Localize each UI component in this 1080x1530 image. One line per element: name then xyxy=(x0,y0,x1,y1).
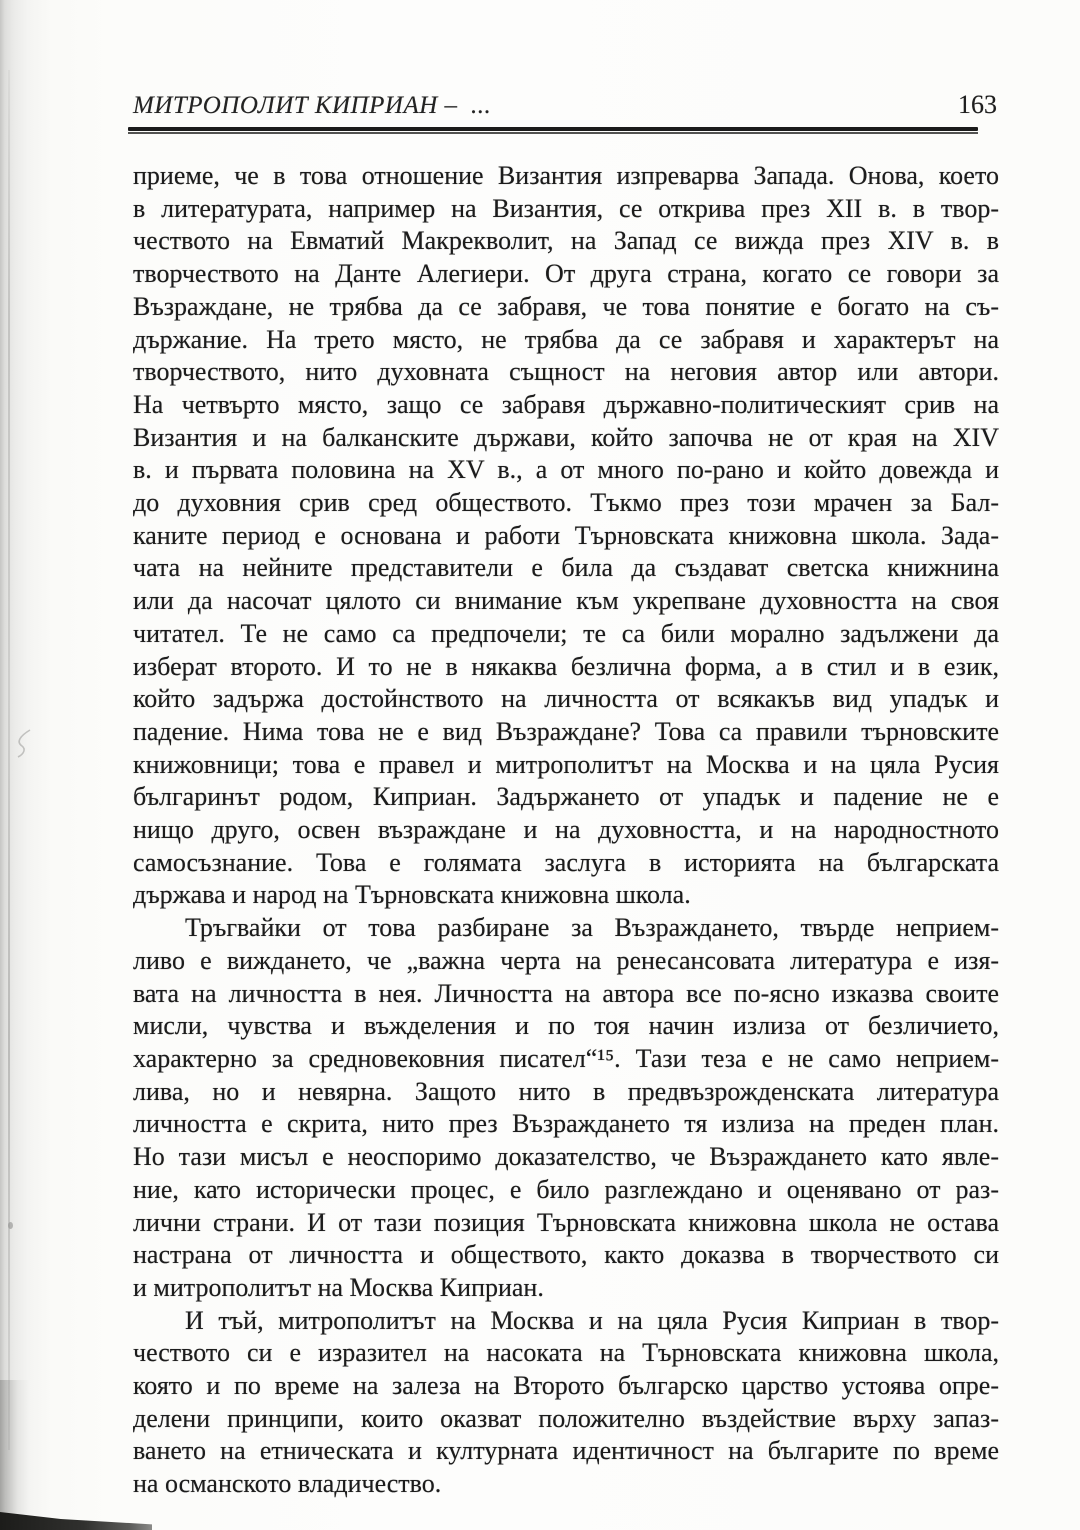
running-title: МИТРОПОЛИТ КИПРИАН – ... xyxy=(133,92,492,119)
text-line: вата на личността в нея. Личността на автора все по-ясно изказва своите xyxy=(133,978,999,1008)
text-line: чеството си е изразител на насоката на Търновската книжовна школа, xyxy=(133,1338,999,1368)
text-line: Византия и на балканските държави, който започва не от края на XIV xyxy=(133,422,999,452)
text-line: в литературата, например на Византия, се открива през XII в. в твор- xyxy=(133,193,999,223)
scan-binding-crease xyxy=(8,70,10,1450)
text-line: Но тази мисъл е неоспоримо доказателство, че Възраждането като явле- xyxy=(133,1142,999,1172)
text-line: настрана от личността и обществото, както доказва в творчеството си xyxy=(133,1240,999,1270)
text-line: ването на етническата и културната идентичност на българите по време xyxy=(133,1436,999,1466)
scan-crease-mark xyxy=(12,728,34,758)
text-line: Възраждане, не трябва да се забравя, че това понятие е богато на съ- xyxy=(133,291,999,321)
text-line: която и по време на залеза на Второто българско царство устоява опре- xyxy=(133,1371,999,1401)
text-line: падение. Нима това не е вид Възраждане? Това са правили търновските xyxy=(133,716,999,746)
text-line: изберат второто. И то не в някаква безлична форма, а в стил и в език, xyxy=(133,651,999,681)
header-rule-thick-line xyxy=(128,127,978,131)
text-line: който задържа достойнството на личността от всякакъв вид упадък и xyxy=(133,684,999,714)
text-line: ливо е виждането, че „важна черта на ренесансовата литература е изя- xyxy=(133,945,999,975)
text-line: лива, но и невярна. Защото нито в предвъзрожденската литература xyxy=(133,1076,999,1106)
text-line: държание. На трето място, не трябва да се забравя и характерът на xyxy=(133,324,999,354)
scan-corner-side-shadow xyxy=(0,1380,30,1530)
text-line: личността е скрита, нито през Възраждането тя излиза на преден план. xyxy=(133,1109,999,1139)
header-rule-thin-line xyxy=(128,132,978,134)
scan-blemish-dot xyxy=(8,1222,13,1229)
text-line: И тъй, митрополитът на Москва и на цяла Русия Киприан в твор- xyxy=(185,1305,999,1335)
text-line: каните период е основана и работи Търновската книжовна школа. Зада- xyxy=(133,520,999,550)
text-line: делени принципи, които оказват положително въздействие върху запаз- xyxy=(133,1403,999,1433)
page-number: 163 xyxy=(958,90,997,119)
text-line: на османското владичество. xyxy=(133,1469,442,1499)
text-line: На четвърто място, защо се забравя държавно-политическият срив на xyxy=(133,389,999,419)
text-line: българинът родом, Киприан. Задържането от упадък и падение не е xyxy=(133,782,999,812)
text-line: лични страни. И от тази позиция Търновската книжовна школа не остава xyxy=(133,1207,999,1237)
text-line: самосъзнание. Това е голямата заслуга в историята на българската xyxy=(133,847,999,877)
text-line: чеството на Евматий Макрекволит, на Запад се вижда през XIV в. в xyxy=(133,226,999,256)
text-line: приеме, че в това отношение Византия изпреварва Запада. Онова, което xyxy=(133,161,999,190)
text-line: или да насочат цялото си внимание към укрепване духовността на своя xyxy=(133,586,999,616)
text-block xyxy=(133,160,999,1501)
text-line: творчеството, нито духовната същност на неговия автор или автори. xyxy=(133,357,999,387)
text-line: читател. Те не само са предпочели; те са били морално задължени да xyxy=(133,618,999,648)
text-line: в. и първата половина на XV в., а от много по-рано и който довежда и xyxy=(133,455,999,485)
text-line: и митрополитът на Москва Киприан. xyxy=(133,1272,544,1302)
header-rule xyxy=(128,127,978,136)
text-line: нищо друго, освен възраждане и на духовността, и на народностното xyxy=(133,815,999,845)
text-line: мисли, чувства и въжделения и по тоя начин излиза от безличието, xyxy=(133,1011,999,1041)
text-line: характерно за средновековния писател“¹⁵. Тази теза е не само неприем- xyxy=(133,1043,999,1073)
text-line: ние, като исторически процес, е било разглеждано и оценявано от раз- xyxy=(133,1174,999,1204)
text-line: Тръгвайки от това разбиране за Възраждането, твърде неприем- xyxy=(185,913,999,943)
text-line: до духовния срив сред обществото. Тъкмо през този мрачен за Бал- xyxy=(133,488,999,518)
text-line: държава и народ на Търновската книжовна школа. xyxy=(133,880,691,910)
text-line: книжовници; това е правел и митрополитът на Москва и на цяла Русия xyxy=(133,749,999,779)
text-line: чата на нейните представители е била да създават светска книжнина xyxy=(133,553,999,583)
text-line: творчеството на Данте Алегиери. От друга страна, когато се говори за xyxy=(133,259,999,289)
page-header xyxy=(133,90,997,120)
